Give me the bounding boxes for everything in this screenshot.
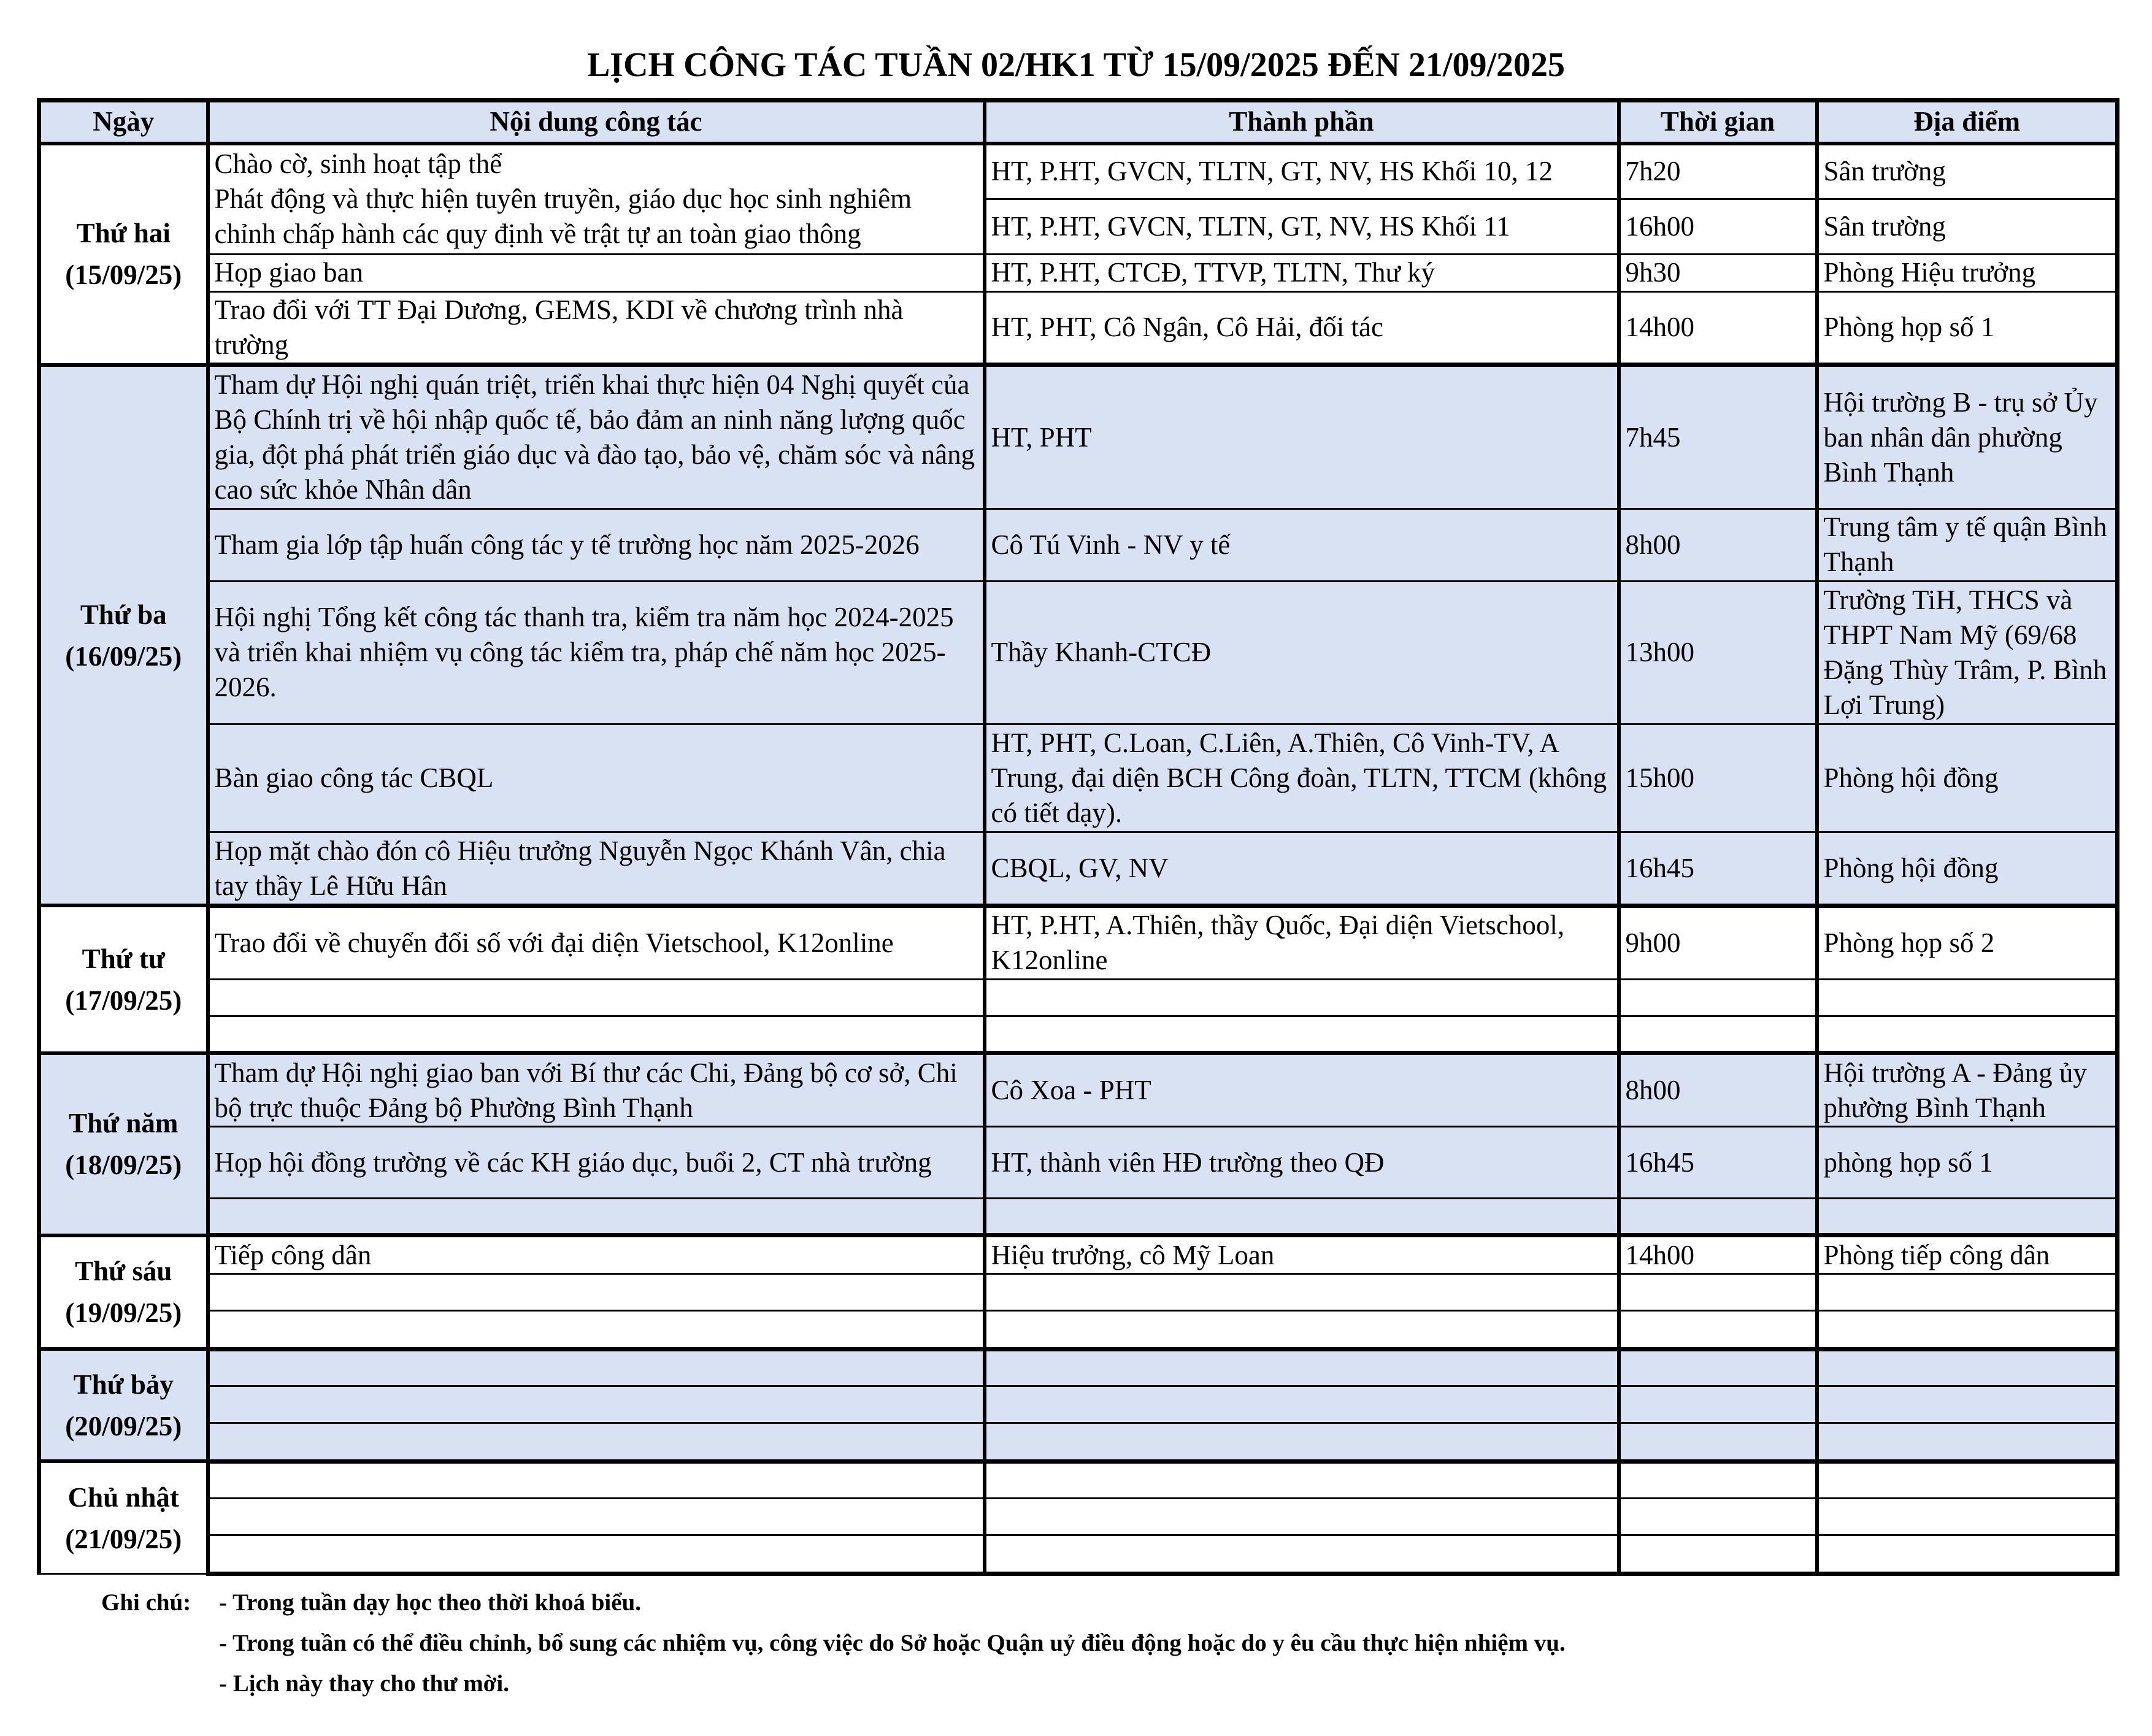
members-cell: HT, PHT, C.Loan, C.Liên, A.Thiên, Cô Vinh-TV, A Trung, đại diện BCH Công đoàn, TLTN, TTCM (không có tiết dạy). xyxy=(985,724,1619,832)
content-cell: Chào cờ, sinh hoạt tập thể Phát động và thực hiện tuyên truyền, giáo dục học sinh nghiêm chỉnh chấp hành các quy định về trật tự an toàn giao thông xyxy=(208,144,985,255)
place-cell xyxy=(1817,1311,2118,1349)
place-cell: Sân trường xyxy=(1817,144,2118,199)
time-cell: 14h00 xyxy=(1619,1235,1817,1273)
place-cell: Hội trường B - trụ sở Ủy ban nhân dân phường Bình Thạnh xyxy=(1817,365,2118,509)
content-cell xyxy=(208,1198,985,1235)
time-cell xyxy=(1619,1461,1817,1498)
table-row xyxy=(39,979,2118,1016)
day-name: Chủ nhật xyxy=(67,1481,179,1513)
day-cell-sat xyxy=(39,1349,208,1461)
content-cell: Bàn giao công tác CBQL xyxy=(208,724,985,832)
members-cell xyxy=(985,1349,1619,1386)
content-cell: Họp giao ban xyxy=(208,255,985,291)
table-row xyxy=(39,724,2118,832)
time-cell xyxy=(1619,1349,1817,1386)
table-row xyxy=(39,509,2118,581)
table-row xyxy=(39,1127,2118,1199)
members-cell: Cô Xoa - PHT xyxy=(985,1053,1619,1127)
time-cell xyxy=(1619,1423,1817,1461)
header-time: Thời gian xyxy=(1619,101,1817,144)
content-cell: Trao đổi với TT Đại Dương, GEMS, KDI về chương trình nhà trường xyxy=(208,291,985,365)
table-row xyxy=(39,1198,2118,1235)
table-row xyxy=(39,1386,2118,1423)
day-name: Thứ tư xyxy=(82,943,165,974)
time-cell: 16h00 xyxy=(1619,199,1817,255)
time-cell xyxy=(1619,1535,1817,1574)
members-cell xyxy=(985,1499,1619,1535)
time-cell xyxy=(1619,1499,1817,1535)
time-cell: 16h45 xyxy=(1619,832,1817,906)
table-row xyxy=(39,1016,2118,1053)
content-cell: Họp hội đồng trường về các KH giáo dục, buổi 2, CT nhà trường xyxy=(208,1127,985,1199)
table-row xyxy=(39,832,2118,906)
table-row xyxy=(39,144,2118,199)
members-cell xyxy=(985,979,1619,1016)
day-name: Thứ sáu xyxy=(75,1256,172,1287)
table-row xyxy=(39,1273,2118,1310)
time-cell: 16h45 xyxy=(1619,1127,1817,1199)
day-cell-sun xyxy=(39,1461,208,1573)
time-cell xyxy=(1619,1311,1817,1349)
table-row xyxy=(39,255,2118,291)
table-row xyxy=(39,1235,2118,1273)
content-cell: Tiếp công dân xyxy=(208,1235,985,1273)
place-cell xyxy=(1817,1273,2118,1310)
members-cell: Hiệu trưởng, cô Mỹ Loan xyxy=(985,1235,1619,1273)
content-cell xyxy=(208,1461,985,1498)
header-members: Thành phần xyxy=(985,101,1619,144)
table-row xyxy=(39,1535,2118,1574)
content-cell: Hội nghị Tổng kết công tác thanh tra, kiểm tra năm học 2024-2025 và triển khai nhiệm vụ công tác kiểm tra, pháp chế năm học 2025-2026. xyxy=(208,581,985,724)
day-cell-tue xyxy=(39,365,208,906)
table-row xyxy=(39,1423,2118,1461)
day-cell-wed xyxy=(39,905,208,1053)
place-cell: Hội trường A - Đảng ủy phường Bình Thạnh xyxy=(1817,1053,2118,1127)
content-cell: Tham dự Hội nghị quán triệt, triển khai thực hiện 04 Nghị quyết của Bộ Chính trị về hội nhập quốc tế, bảo đảm an ninh năng lượng quốc gia, đột phá phát triển giáo dục và đào tạo, bảo vệ, chăm sóc và nâng cao sức khỏe Nhân dân xyxy=(208,365,985,509)
content-cell: Họp mặt chào đón cô Hiệu trưởng Nguyễn Ngọc Khánh Vân, chia tay thầy Lê Hữu Hân xyxy=(208,832,985,906)
content-cell: Tham dự Hội nghị giao ban với Bí thư các Chi, Đảng bộ cơ sở, Chi bộ trực thuộc Đảng bộ Phường Bình Thạnh xyxy=(208,1053,985,1127)
content-cell xyxy=(208,1273,985,1310)
table-row xyxy=(39,1461,2118,1498)
place-cell xyxy=(1817,1349,2118,1386)
time-cell: 8h00 xyxy=(1619,509,1817,581)
time-cell xyxy=(1619,1386,1817,1423)
table-row xyxy=(39,1499,2118,1535)
place-cell xyxy=(1817,1016,2118,1053)
members-cell xyxy=(985,1016,1619,1053)
members-cell xyxy=(985,1198,1619,1235)
members-cell: Cô Tú Vinh - NV y tế xyxy=(985,509,1619,581)
place-cell xyxy=(1817,1461,2118,1498)
place-cell: Phòng tiếp công dân xyxy=(1817,1235,2118,1273)
members-cell: HT, P.HT, CTCĐ, TTVP, TLTN, Thư ký xyxy=(985,255,1619,291)
place-cell xyxy=(1817,1386,2118,1423)
time-cell: 14h00 xyxy=(1619,291,1817,365)
table-row xyxy=(39,1053,2118,1127)
members-cell: CBQL, GV, NV xyxy=(985,832,1619,906)
table-row xyxy=(39,1311,2118,1349)
table-row xyxy=(39,905,2118,979)
time-cell: 8h00 xyxy=(1619,1053,1817,1127)
content-cell xyxy=(208,1535,985,1574)
place-cell: Phòng họp số 2 xyxy=(1817,905,2118,979)
header-place: Địa điểm xyxy=(1817,101,2118,144)
day-date: (15/09/25) xyxy=(65,259,182,291)
place-cell: Phòng hội đồng xyxy=(1817,724,2118,832)
schedule-table xyxy=(37,98,2119,1576)
time-cell: 9h30 xyxy=(1619,255,1817,291)
place-cell: Trung tâm y tế quận Bình Thạnh xyxy=(1817,509,2118,581)
place-cell: Phòng Hiệu trưởng xyxy=(1817,255,2118,291)
day-date: (18/09/25) xyxy=(65,1150,182,1181)
members-cell: Thầy Khanh-CTCĐ xyxy=(985,581,1619,724)
place-cell: Phòng họp số 1 xyxy=(1817,291,2118,365)
day-date: (20/09/25) xyxy=(65,1410,182,1442)
place-cell: phòng họp số 1 xyxy=(1817,1127,2118,1199)
time-cell xyxy=(1619,1198,1817,1235)
time-cell: 15h00 xyxy=(1619,724,1817,832)
day-name: Thứ bảy xyxy=(73,1369,174,1400)
content-cell: Tham gia lớp tập huấn công tác y tế trường học năm 2025-2026 xyxy=(208,509,985,581)
day-date: (16/09/25) xyxy=(65,640,182,672)
time-cell: 7h20 xyxy=(1619,144,1817,199)
content-cell xyxy=(208,979,985,1016)
time-cell xyxy=(1619,1016,1817,1053)
note-line: - Trong tuần dạy học theo thời khoá biểu. xyxy=(219,1589,642,1616)
place-cell xyxy=(1817,979,2118,1016)
place-cell xyxy=(1817,1499,2118,1535)
members-cell xyxy=(985,1461,1619,1498)
day-name: Thứ năm xyxy=(69,1108,179,1139)
place-cell: Trường TiH, THCS và THPT Nam Mỹ (69/68 Đặng Thùy Trâm, P. Bình Lợi Trung) xyxy=(1817,581,2118,724)
time-cell: 7h45 xyxy=(1619,365,1817,509)
day-name: Thứ ba xyxy=(80,599,167,630)
members-cell xyxy=(985,1386,1619,1423)
time-cell xyxy=(1619,979,1817,1016)
day-date: (17/09/25) xyxy=(65,985,182,1016)
place-cell xyxy=(1817,1535,2118,1574)
members-cell: HT, P.HT, A.Thiên, thầy Quốc, Đại diện Vietschool, K12online xyxy=(985,905,1619,979)
day-cell-thu xyxy=(39,1053,208,1235)
content-cell xyxy=(208,1499,985,1535)
members-cell xyxy=(985,1311,1619,1349)
note-line: - Lịch này thay cho thư mời. xyxy=(219,1670,509,1697)
members-cell: HT, P.HT, GVCN, TLTN, GT, NV, HS Khối 10, 12 xyxy=(985,144,1619,199)
header-content: Nội dung công tác xyxy=(208,101,985,144)
day-date: (21/09/25) xyxy=(65,1523,182,1554)
table-row xyxy=(39,581,2118,724)
members-cell xyxy=(985,1535,1619,1574)
time-cell: 9h00 xyxy=(1619,905,1817,979)
members-cell: HT, thành viên HĐ trường theo QĐ xyxy=(985,1127,1619,1199)
header-day: Ngày xyxy=(39,101,208,144)
time-cell xyxy=(1619,1273,1817,1310)
content-cell: Trao đổi về chuyển đổi số với đại diện Vietschool, K12online xyxy=(208,905,985,979)
table-row xyxy=(39,365,2118,509)
place-cell xyxy=(1817,1423,2118,1461)
content-cell xyxy=(208,1016,985,1053)
note-line: - Trong tuần có thể điều chỉnh, bổ sung các nhiệm vụ, công việc do Sở hoặc Quận uỷ điều động hoặc do y êu cầu thực hiện nhiệm vụ. xyxy=(219,1630,1566,1656)
header-row xyxy=(39,101,2118,144)
place-cell: Phòng hội đồng xyxy=(1817,832,2118,906)
time-cell: 13h00 xyxy=(1619,581,1817,724)
page-title: LỊCH CÔNG TÁC TUẦN 02/HK1 TỪ 15/09/2025 ĐẾN 21/09/2025 xyxy=(586,46,1566,84)
notes-label: Ghi chú: xyxy=(101,1589,191,1616)
day-name: Thứ hai xyxy=(76,218,171,249)
members-cell: HT, PHT, Cô Ngân, Cô Hải, đối tác xyxy=(985,291,1619,365)
place-cell xyxy=(1817,1198,2118,1235)
day-cell-mon xyxy=(39,144,208,365)
table-row xyxy=(39,1349,2118,1386)
content-cell xyxy=(208,1311,985,1349)
members-cell xyxy=(985,1273,1619,1310)
day-date: (19/09/25) xyxy=(65,1297,182,1329)
content-cell xyxy=(208,1386,985,1423)
members-cell: HT, P.HT, GVCN, TLTN, GT, NV, HS Khối 11 xyxy=(985,199,1619,255)
members-cell: HT, PHT xyxy=(985,365,1619,509)
day-cell-fri xyxy=(39,1235,208,1349)
table-row xyxy=(39,291,2118,365)
content-cell xyxy=(208,1423,985,1461)
place-cell: Sân trường xyxy=(1817,199,2118,255)
content-cell xyxy=(208,1349,985,1386)
members-cell xyxy=(985,1423,1619,1461)
